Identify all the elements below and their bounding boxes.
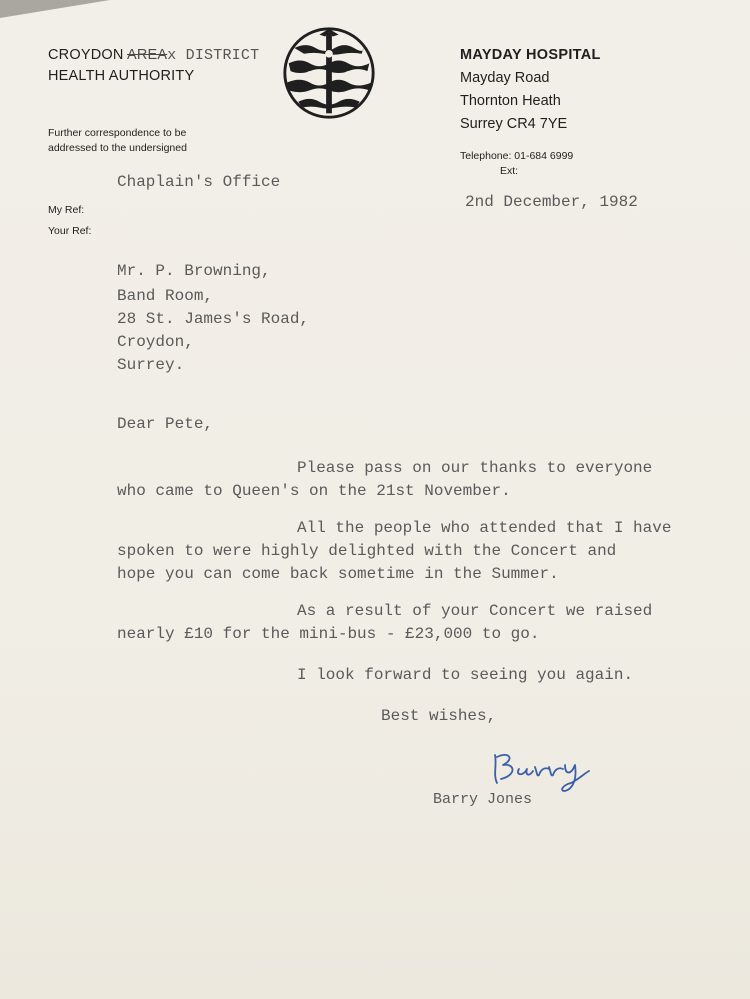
authority-logo-emblem bbox=[281, 25, 377, 121]
hospital-name: MAYDAY HOSPITAL bbox=[460, 47, 601, 63]
hospital-telephone: Telephone: 01-684 6999 bbox=[460, 150, 574, 162]
hospital-address-line1: Mayday Road bbox=[460, 70, 550, 86]
paragraph2-line1: All the people who attended that I have bbox=[297, 519, 672, 537]
paragraph4-line1: I look forward to seeing you again. bbox=[297, 666, 634, 684]
hospital-ext-label: Ext: bbox=[500, 165, 519, 177]
recipient-line3: 28 St. James's Road, bbox=[117, 310, 310, 328]
further-correspondence-line2: addressed to the undersigned bbox=[48, 142, 187, 154]
recipient-line4: Croydon, bbox=[117, 333, 194, 351]
paragraph1-line2: who came to Queen's on the 21st November. bbox=[117, 482, 511, 500]
recipient-line2: Band Room, bbox=[117, 287, 214, 305]
paragraph1-line1: Please pass on our thanks to everyone bbox=[297, 459, 653, 477]
my-ref-label: My Ref: bbox=[48, 204, 85, 216]
hospital-address-line2: Thornton Heath bbox=[460, 93, 561, 109]
authority-line1: CROYDON AREAx DISTRICT bbox=[48, 47, 260, 64]
handwritten-signature bbox=[485, 745, 595, 795]
struck-word: AREA bbox=[126, 47, 168, 63]
paragraph2-line2: spoken to were highly delighted with the Concert and bbox=[117, 542, 617, 560]
hospital-address-line3: Surrey CR4 7YE bbox=[460, 116, 568, 132]
paragraph3-line1: As a result of your Concert we raised bbox=[297, 602, 653, 620]
typed-correction: x DISTRICT bbox=[167, 47, 260, 64]
your-ref-label: Your Ref: bbox=[48, 225, 92, 237]
closing: Best wishes, bbox=[381, 707, 497, 725]
letter-date: 2nd December, 1982 bbox=[465, 193, 638, 211]
paragraph3-line2: nearly £10 for the mini-bus - £23,000 to go. bbox=[117, 625, 540, 643]
salutation: Dear Pete, bbox=[117, 415, 214, 433]
recipient-line1: Mr. P. Browning, bbox=[117, 262, 271, 280]
signatory-name: Barry Jones bbox=[433, 791, 533, 808]
folded-corner bbox=[0, 0, 110, 18]
paragraph2-line3: hope you can come back sometime in the Summer. bbox=[117, 565, 559, 583]
office-name: Chaplain's Office bbox=[117, 173, 281, 191]
further-correspondence-line1: Further correspondence to be bbox=[48, 127, 187, 139]
recipient-line5: Surrey. bbox=[117, 356, 185, 374]
authority-line2: HEALTH AUTHORITY bbox=[48, 68, 195, 84]
